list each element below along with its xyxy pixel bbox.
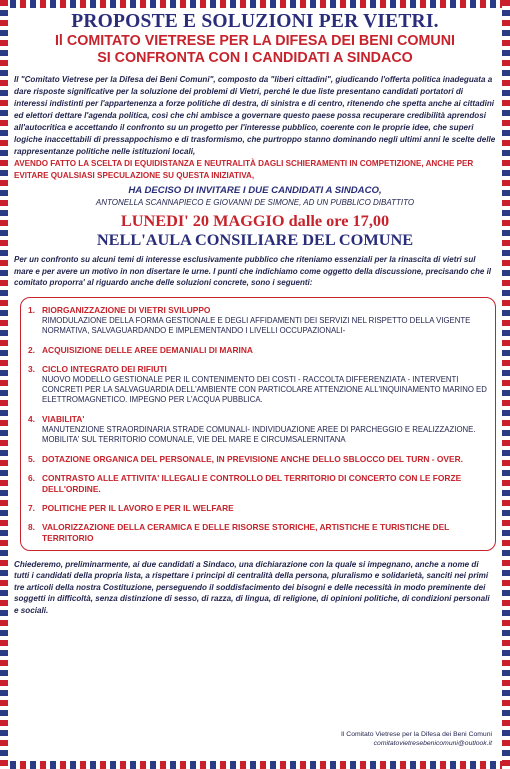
signature-name: Il Comitato Vietrese per la Difesa dei Beni Comuni	[341, 731, 492, 738]
topic-number: 5.	[28, 453, 35, 464]
topic-item	[28, 305, 487, 337]
poster-subtitle-1: Il COMITATO VIETRESE PER LA DIFESA DEI BENI COMUNI	[54, 33, 456, 49]
poster-title: PROPOSTE E SOLUZIONI PER VIETRI.	[71, 11, 439, 32]
decision-line: HA DECISO DI INVITARE I DUE CANDIDATI A SINDACO,	[128, 185, 382, 196]
preamble-paragraph: Per un confronto su alcuni temi di interesse esclusivamente pubblico che riteniamo essenziali per la rinascita di vietri sul mare e per avere un motivo in non disertare le urne. I punti che indichiamo come oggetto della discussione, precisando che il comitato proporra' al riguardo anche delle soluzioni concrete, sono i seguenti:	[14, 255, 492, 288]
closing-paragraph: Chiederemo, preliminarmente, ai due candidati a Sindaco, una dichiarazione con la quale si impegnano, anche a nome di tutti i candidati della propria lista, a rispettare i principi di centralità della persona, pluralismo e solidarietà, sanciti nei primi tre articoli della nostra Costituzione, perseguendo il soddisfacimento dei bisogni e delle necessità in modo preminente dei soggetti in difficoltà, senza distinzione di sesso, di razza, di lingua, di religione, di opinioni politiche, di condizioni personali e sociali.	[14, 559, 490, 615]
intro-paragraph	[14, 74, 496, 182]
poster-content	[14, 10, 496, 617]
event-date: LUNEDI' 20 MAGGIO dalle ore 17,00	[120, 211, 390, 230]
topic-number: 4.	[28, 413, 35, 424]
topic-item	[28, 503, 487, 514]
topic-title: CONTRASTO ALLE ATTIVITA' ILLEGALI E CONTROLLO DEL TERRITORIO DI CONCERTO CON LE FORZE DELL'ORDINE.	[42, 472, 462, 494]
topics-box	[20, 297, 496, 551]
signature-block	[341, 730, 492, 748]
topic-title: DOTAZIONE ORGANICA DEL PERSONALE, IN PREVISIONE ANCHE DELLO SBLOCCO DEL TURN - OVER.	[42, 453, 463, 464]
topic-number: 6.	[28, 472, 35, 483]
topic-item	[28, 473, 487, 495]
topic-item	[28, 522, 487, 544]
border-top	[0, 0, 510, 8]
intro-text: Il "Comitato Vietrese per la Difesa dei Beni Comuni", composto da "liberi cittadini", giudicando l'offerta politica inadeguata a dare risposte significative per la soluzione dei problemi di Vietri, perché le due liste presentano candidati portatori di interessi indistinti per l'appartenenza a forze politiche di destra, di sinistra e di centro, ritenendo che spetta anche ai cittadini ed elettori dettare l'agenda politica, così che chi ambisce a governare questo paese possa recuperare credibilità aprendosi all'autocritica e accettando il confronto su un progetto per l'interesse pubblico, coerente con le proprie idee, che superi logiche inaccettabili di pressappochismo e di trasformismo, che purtroppo stanno dominando negli ultimi anni le scelte delle rappresentanze politiche nelle istituzioni locali,	[14, 75, 496, 156]
topic-item	[28, 345, 487, 356]
topic-number: 2.	[28, 344, 35, 355]
topic-item	[28, 414, 487, 446]
border-left	[0, 0, 8, 769]
topic-title: RIORGANIZZAZIONE DI VIETRI SVILUPPO	[42, 304, 211, 315]
topic-description: NUOVO MODELLO GESTIONALE PER IL CONTENIMENTO DEI COSTI - RACCOLTA DIFFERENZIATA - INTERVENTI CONCRETI PER LA SALVAGUARDIA DELL'AMBIENTE CON PARTICOLARE ATTENZIONE ALL'INQUINAMENTO MARINO ED ELETTROMAGNETICO. IMPEGNO PER L'ACQUA PUBBLICA.	[42, 374, 487, 405]
topic-title: ACQUISIZIONE DELLE AREE DEMANIALI DI MARINA	[42, 344, 253, 355]
topic-item	[28, 364, 487, 406]
topic-title: POLITICHE PER IL LAVORO E PER IL WELFARE	[42, 502, 234, 513]
topic-title: VIABILITA'	[42, 413, 85, 424]
topic-title: VALORIZZAZIONE DELLA CERAMICA E DELLE RISORSE STORICHE, ARTISTICHE E TURISTICHE DEL TERRITORIO	[42, 521, 450, 543]
border-right	[502, 0, 510, 769]
signature-email: comitatovietresebenicomuni@outlook.it	[373, 740, 492, 747]
border-bottom	[0, 761, 510, 769]
candidates-line: ANTONELLA SCANNAPIECO E GIOVANNI DE SIMONE, AD UN PUBBLICO DIBATTITO	[95, 198, 415, 207]
topic-title: CICLO INTEGRATO DEI RIFIUTI	[42, 363, 167, 374]
event-place: NELL'AULA CONSILIARE DEL COMUNE	[96, 230, 414, 249]
intro-neutrality: AVENDO FATTO LA SCELTA DI EQUIDISTANZA E NEUTRALITÀ DAGLI SCHIERAMENTI IN COMPETIZIONE, ANCHE PER EVITARE QUALSIASI SPECULAZIONE SU QUESTA INIZIATIVA,	[14, 159, 474, 180]
topic-number: 8.	[28, 521, 35, 532]
topic-number: 1.	[28, 304, 35, 315]
topic-number: 3.	[28, 363, 35, 374]
topic-description: MANUTENZIONE STRAORDINARIA STRADE COMUNALI- INDIVIDUAZIONE AREE DI PARCHEGGIO E REALIZZAZIONE. MOBILITA' SUL TERRITORIO COMUNALE, VIE DEL MARE E CIRCUMSALERNITANA	[42, 424, 476, 445]
topic-description: RIMODULAZIONE DELLA FORMA GESTIONALE E DEGLI AFFIDAMENTI DEI SERVIZI NEL RISPETTO DELLA VIGENTE NORMATIVA, SALVAGUARDANDO E IMPLEMENTANDO I LIVELLI OCCUPAZIONALI-	[42, 315, 471, 336]
topic-item	[28, 454, 487, 465]
topic-number: 7.	[28, 502, 35, 513]
poster-subtitle-2: SI CONFRONTA CON I CANDIDATI A SINDACO	[97, 50, 413, 66]
